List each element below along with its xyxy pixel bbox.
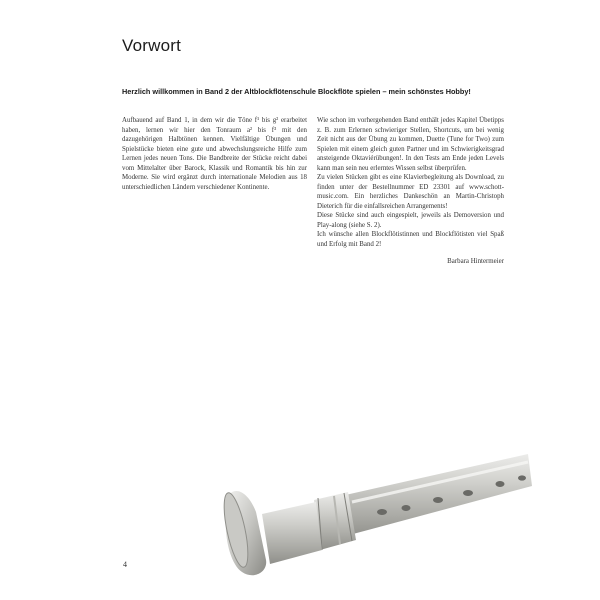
welcome-heading: Herzlich willkommen in Band 2 der Altblockflötenschule Blockflöte spielen – mein schönstes Hobby! [122,87,471,96]
right-paragraph-3: Diese Stücke sind auch eingespielt, jeweils als Demoversion und Play-along (siehe S. 2). [317,212,504,229]
right-column [317,116,504,249]
recorder-illustration [222,440,532,580]
page-title: Vorwort [122,36,182,55]
right-paragraph-2: Zu vielen Stücken gibt es eine Klavierbegleitung als Download, zu finden unter der Bestellnummer ED 23301 auf www.schott-music.com. Ein herzliches Dankeschön an Martin-Christoph Dieterich für die einfallsreichen Arrangements! [317,174,504,210]
right-paragraph-1: Wie schon im vorhergehenden Band enthält jedes Kapitel Übetipps z. B. zum Erlernen schwieriger Stellen, Shortcuts, um bei wenig Zeit nicht aus der Übung zu kommen, Duette (Tune for Two) zum Spielen mit einem gleich guten Partner und im Schwierigkeitsgrad ansteigende Oktaviérübungen!. In den Tests am Ende jeden Levels kann man sein neu erlerntes Wissen selbst überprüfen. [317,117,504,172]
left-paragraph-1: Aufbauend auf Band 1, in dem wir die Töne f¹ bis g² erarbeitet haben, lernen wir hier den Tonraum a² bis f³ mit den dazugehörigen Halbtönen kennen. Vielfältige Übungen und Spielstücke bieten eine gute und abwechslungsreiche Hilfe zum Lernen jedes neuen Tons. Die Bandbreite der Stücke reicht dabei vom Mittelalter über Barock, Klassik und Romantik bis hin zur Moderne. Sie wird ergänzt durch internationale Melodien aus 18 unterschiedlichen Ländern verschiedener Kontinente. [122,117,307,191]
signature: Barbara Hintermeier [447,258,504,265]
page-number: 4 [123,560,127,569]
right-paragraph-4: Ich wünsche allen Blockflötistinnen und Blockflötisten viel Spaß und Erfolg mit Band 2! [317,231,504,248]
left-column [122,116,307,192]
